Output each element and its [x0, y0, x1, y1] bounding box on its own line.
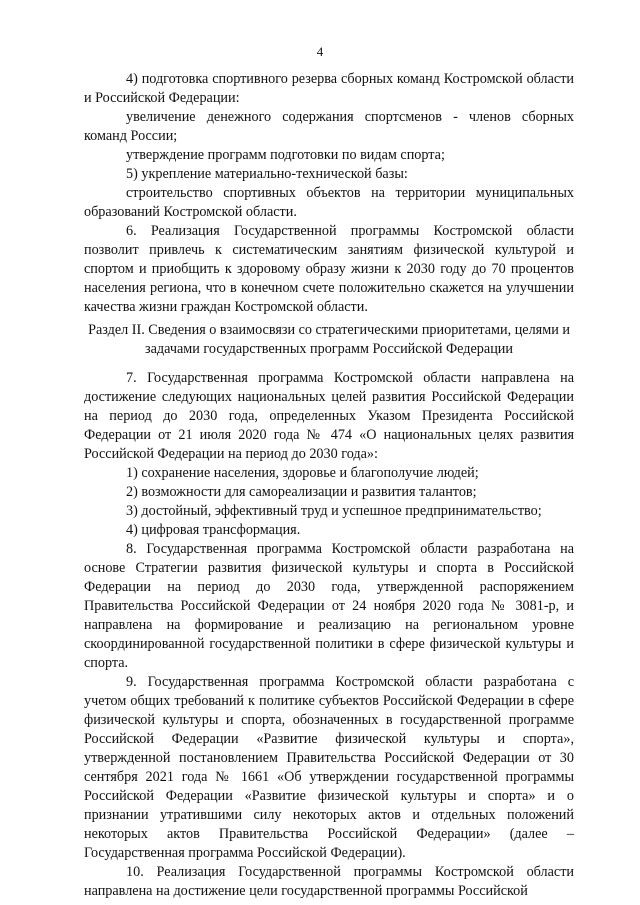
paragraph: строительство спортивных объектов на территории муниципальных образований Костромской области. — [84, 185, 574, 220]
paragraph: 5) укрепление материально-технической базы: — [126, 166, 408, 182]
intro-block — [84, 70, 574, 317]
list-item: 4) цифровая трансформация. — [126, 522, 301, 538]
section-title: Раздел II. Сведения о взаимосвязи со стратегическими приоритетами, целями и задачами государственных программ Российской Федерации — [88, 322, 570, 357]
paragraph: 8. Государственная программа Костромской области разработана на основе Стратегии развития физической культуры и спорта в Российской Федерации на период до 2030 года, утвержденной распоряжением Правительства Российской Федерации от 24 ноября 2020 года № 3081-р, и направлена на формирование и реализацию на региональном уровне скоординированной государственной политики в сфере физической культуры и спорта. — [84, 541, 574, 671]
list-item: 3) достойный, эффективный труд и успешное предпринимательство; — [126, 503, 542, 519]
page-number: 4 — [316, 44, 324, 59]
paragraph: увеличение денежного содержания спортсменов - членов сборных команд России; — [84, 109, 574, 144]
list-item: 1) сохранение населения, здоровье и благополучие людей; — [126, 465, 479, 481]
paragraph: 10. Реализация Государственной программы Костромской области направлена на достижение цели государственной программы Российской — [84, 864, 574, 899]
paragraph: утверждение программ подготовки по видам спорта; — [126, 147, 445, 163]
paragraph: 7. Государственная программа Костромской области направлена на достижение следующих национальных целей развития Российской Федерации на период до 2030 года, определенных Указом Президента Российской Федерации от 21 июля 2020 года № 474 «О национальных целях развития Российской Федерации на период до 2030 года»: — [84, 370, 574, 462]
paragraph: 9. Государственная программа Костромской области разработана с учетом общих требований к политике субъектов Российской Федерации в сфере физической культуры и спорта, обозначенных в государственной программе Российской Федерации «Развитие физической культуры и спорта», утвержденной постановлением Правительства Российской Федерации от 30 сентября 2021 года № 1661 «Об утверждении государственной программы Российской Федерации «Развитие физической культуры и спорта» и о признании утратившими силу некоторых актов и отдельных положений некоторых актов Правительства Российской Федерации» (далее – Государственная программа Российской Федерации). — [84, 674, 574, 861]
list-item: 2) возможности для самореализации и развития талантов; — [126, 484, 477, 500]
paragraph: 6. Реализация Государственной программы Костромской области позволит привлечь к систематическим занятиям физической культурой и спортом и приобщить к здоровому образу жизни к 2030 году до 70 процентов населения региона, что в конечном счете положительно скажется на улучшении качества жизни граждан Костромской области. — [84, 223, 574, 315]
paragraph: 4) подготовка спортивного резерва сборных команд Костромской области и Российской Федерации: — [84, 71, 574, 106]
body-block — [84, 369, 574, 901]
